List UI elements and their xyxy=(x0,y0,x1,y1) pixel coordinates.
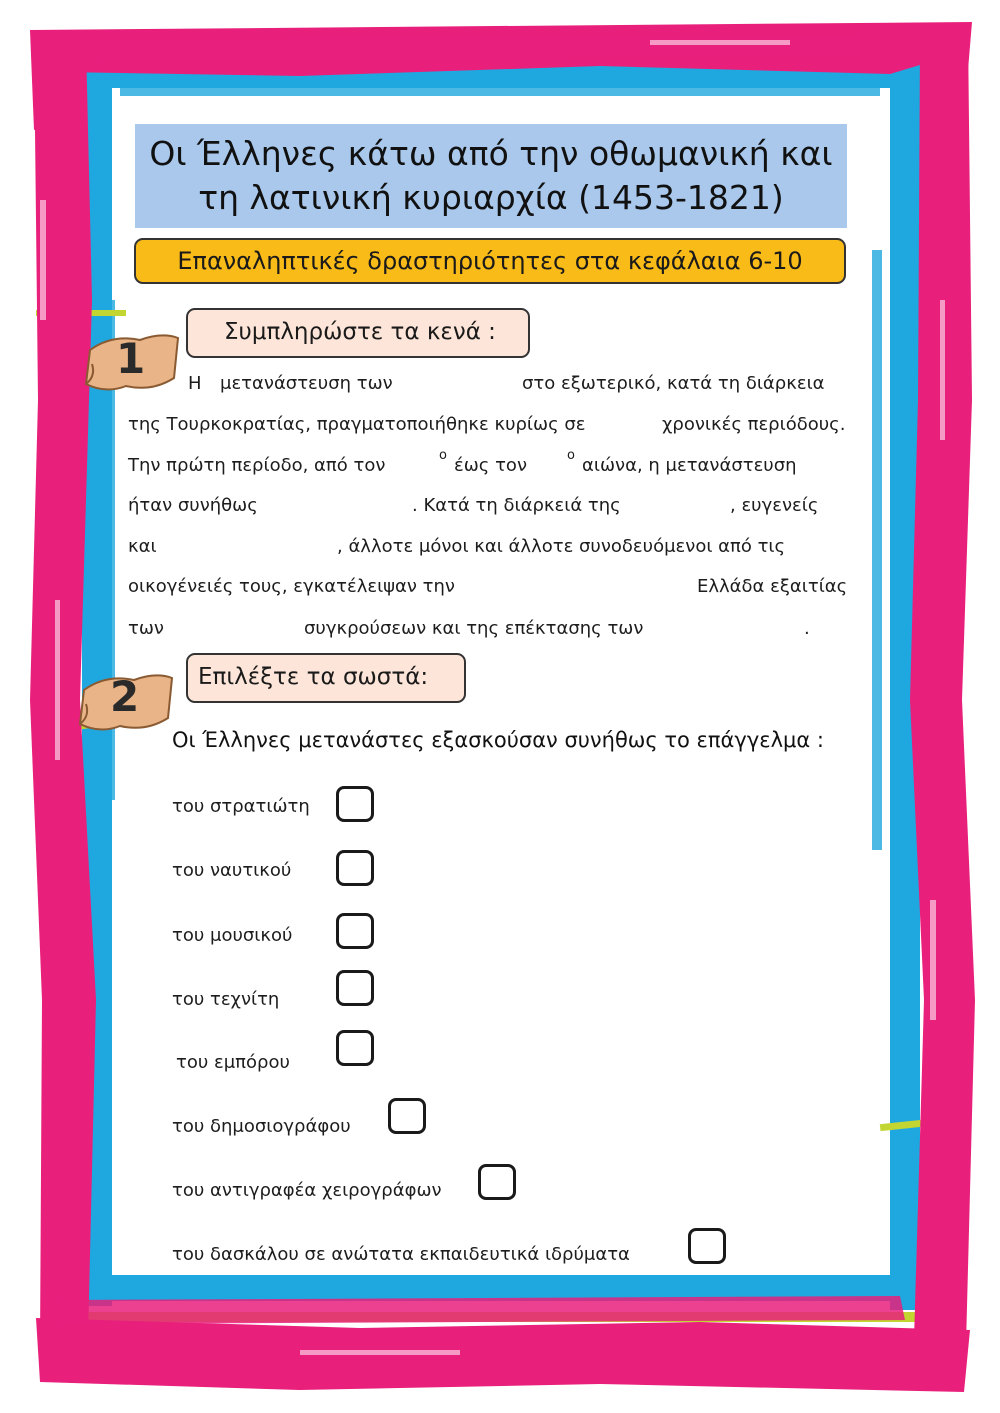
paragraph-fragment: συγκρούσεων και της επέκτασης των xyxy=(304,618,644,639)
option-label: του ναυτικού xyxy=(172,860,292,881)
paragraph-fragment: αιώνα, η μετανάστευση xyxy=(582,455,797,476)
option-checkbox-soldier[interactable] xyxy=(336,786,374,822)
title-box xyxy=(135,124,847,228)
page-title-line-1: Οι Έλληνες κάτω από την οθωμανική και xyxy=(149,134,833,173)
paragraph-fragment: Η xyxy=(188,373,202,394)
paragraph-fragment: της Τουρκοκρατίας, πραγματοποιήθηκε κυρίως σε xyxy=(128,414,586,435)
option-checkbox-manuscript-copier[interactable] xyxy=(478,1164,516,1200)
option-label: του εμπόρου xyxy=(176,1052,290,1073)
paragraph-fragment: ήταν συνήθως xyxy=(128,495,258,516)
section-2-heading: Επιλέξτε τα σωστά: xyxy=(186,653,466,703)
paragraph-fragment: στο εξωτερικό, κατά τη διάρκεια xyxy=(522,373,825,394)
paragraph-fragment: ο xyxy=(567,448,575,463)
paragraph-fragment: έως τον xyxy=(454,455,527,476)
option-label: του δημοσιογράφου xyxy=(172,1116,351,1137)
question-text: Οι Έλληνες μετανάστες εξασκούσαν συνήθως το επάγγελμα : xyxy=(172,728,824,752)
paragraph-fragment: . xyxy=(804,618,810,639)
option-checkbox-journalist[interactable] xyxy=(388,1098,426,1134)
page-title-line-2: τη λατινική κυριαρχία (1453-1821) xyxy=(198,178,784,217)
paragraph-fragment: των xyxy=(128,618,164,639)
option-checkbox-university-teacher[interactable] xyxy=(688,1228,726,1264)
option-checkbox-craftsman[interactable] xyxy=(336,970,374,1006)
paragraph-fragment: . Κατά τη διάρκειά της xyxy=(412,495,621,516)
paragraph-fragment: ο xyxy=(439,448,447,463)
paragraph-fragment: Ελλάδα εξαιτίας xyxy=(697,576,848,597)
option-checkbox-musician[interactable] xyxy=(336,913,374,949)
option-label: του μουσικού xyxy=(172,925,293,946)
section-1-heading: Συμπληρώστε τα κενά : xyxy=(186,308,530,358)
subtitle-banner: Επαναληπτικές δραστηριότητες στα κεφάλαια 6-10 xyxy=(134,238,846,284)
paragraph-fragment: και xyxy=(128,536,157,557)
section-number-2: 2 xyxy=(110,672,140,721)
paragraph-fragment: , ευγενείς xyxy=(730,495,819,516)
option-checkbox-sailor[interactable] xyxy=(336,850,374,886)
section-number-1: 1 xyxy=(116,334,146,383)
paragraph-fragment: οικογένειές τους, εγκατέλειψαν την xyxy=(128,576,455,597)
option-label: του τεχνίτη xyxy=(172,989,280,1010)
option-label: του δασκάλου σε ανώτατα εκπαιδευτικά ιδρύματα xyxy=(172,1244,630,1265)
option-label: του αντιγραφέα χειρογράφων xyxy=(172,1180,442,1201)
paragraph-fragment: μετανάστευση των xyxy=(220,373,393,394)
paragraph-fragment: χρονικές περιόδους. xyxy=(662,414,846,435)
paragraph-fragment: , άλλοτε μόνοι και άλλοτε συνοδευόμενοι από τις xyxy=(337,536,786,557)
paragraph-fragment: Την πρώτη περίοδο, από τον xyxy=(128,455,386,476)
option-checkbox-merchant[interactable] xyxy=(336,1030,374,1066)
option-label: του στρατιώτη xyxy=(172,796,310,817)
